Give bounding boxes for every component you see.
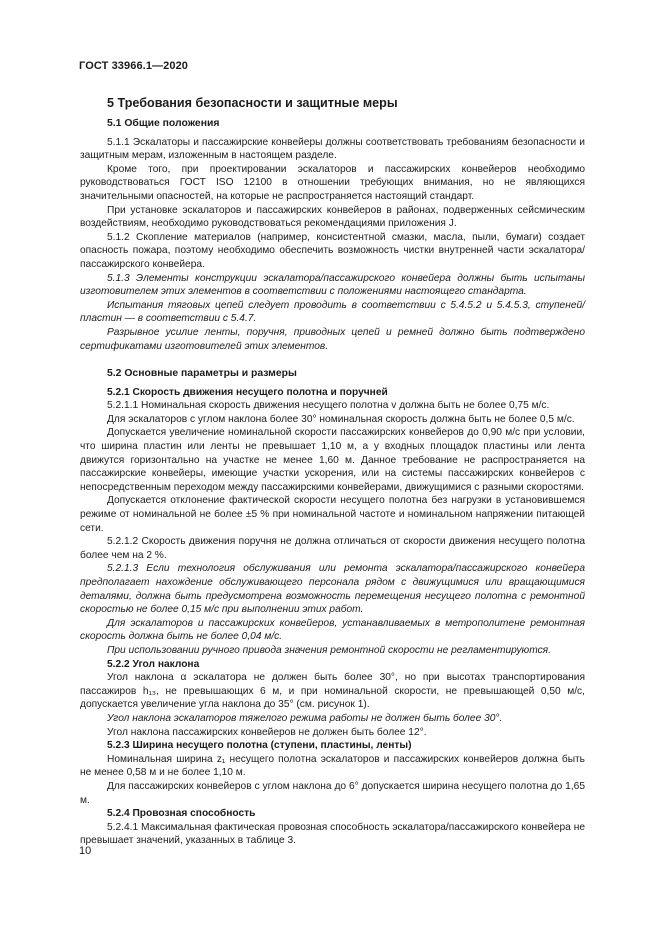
paragraph: 5.1.2 Скопление материалов (например, консистентной смазки, масла, пыли, бумаги) создает опасность пожара, поэтому необходимо обеспечить возможность чистки внутренней части эскалатора/пассажирского конвейера. (80, 231, 585, 270)
paragraph: 5.2.4.1 Максимальная фактическая провозная способность эскалатора/пассажирского конвейера не превышает значений, указанных в таблице 3. (80, 821, 585, 847)
paragraph: Для эскалаторов с углом наклона более 30° номинальная скорость должна быть не более 0,5 м/с. (107, 413, 575, 425)
paragraph: 5.2.1.1 Номинальная скорость движения несущего полотна v должна быть не более 0,75 м/с. (107, 400, 550, 412)
italic-paragraph: Испытания тяговых цепей следует проводить в соответствии с 5.4.5.2 и 5.4.5.3, ступеней/пластин — в соответствии с 5.4.7. (80, 299, 585, 325)
clause-heading: 5.2.2 Угол наклона (107, 658, 200, 670)
paragraph: 5.2.1.2 Скорость движения поручня не должна отличаться от скорости движения несущего полотна более чем на 2 %. (80, 536, 585, 561)
clause-heading: 5.2.4 Провозная способность (107, 808, 256, 820)
italic-paragraph: 5.1.3 Элементы конструкции эскалатора/пассажирского конвейера должны быть испытаны изготовителем этих элементов в соответствии с положениями настоящего стандарта. (80, 272, 585, 298)
paragraph: Для пассажирских конвейеров с углом наклона до 6° допускается ширина несущего полотна до 1,65 м. (80, 780, 585, 806)
paragraph: 5.1.1 Эскалаторы и пассажирские конвейеры должны соответствовать требованиям безопасности и защитным мерам, изложенным в настоящем разделе. (80, 136, 585, 162)
section-heading: 5 Требования безопасности и защитные меры (107, 96, 398, 110)
document-header: ГОСТ 33966.1—2020 (79, 60, 189, 72)
subsection-heading: 5.1 Общие положения (107, 118, 220, 129)
paragraph: При установке эскалаторов и пассажирских конвейеров в районах, подверженных сейсмическим воздействиям, необходимо руководствоваться рекомендациями приложения J. (80, 204, 585, 230)
italic-paragraph: 5.2.1.3 Если технология обслуживания или ремонта эскалатора/пассажирского конвейера предполагает нахождение обслуживающего персонала рядом с движущимися или вращающимися деталями, должна быть предусмотрена возможность перемещения несущего полотна с ремонтной скоростью не более 0,15 м/с при выполнении этих работ. (80, 563, 585, 616)
page-number: 10 (79, 845, 92, 857)
italic-paragraph: Разрывное усилие ленты, поручня, приводных цепей и ремней должно быть подтверждено сертификатами изготовителей этих элементов. (80, 326, 585, 352)
italic-paragraph: При использовании ручного привода значения ремонтной скорости не регламентируются. (107, 644, 551, 656)
paragraph: Допускается увеличение номинальной скорости пассажирских конвейеров до 0,90 м/с при условии, что ширина пластин или ленты не превышает 1,10 м, а у входных площадок пластины или лента движутся горизонтально на участке не менее 1,60 м. Данное требование не распространяется на пассажирские конвейеры, имеющие участки ускорения, или на системы пассажирских конвейеров с непосредственным переходом между пассажирскими конвейерами, движущимися с разными скоростями. (80, 427, 585, 493)
paragraph: Угол наклона α эскалатора не должен быть более 30°, но при высотах транспортирования пассажиров h₁₃, не превышающих 6 м, и при номинальной скорости, не превышающей 0,50 м/с, допускается увеличение угла наклона до 35° (см. рисунок 1). (80, 672, 585, 711)
clause-heading: 5.2.3 Ширина несущего полотна (ступени, пластины, ленты) (107, 740, 412, 752)
paragraph: Угол наклона пассажирских конвейеров не должен быть более 12°. (107, 726, 427, 738)
italic-paragraph: Угол наклона эскалаторов тяжелого режима работы не должен быть более 30°. (107, 712, 503, 724)
italic-paragraph: Для эскалаторов и пассажирских конвейеров, устанавливаемых в метрополитене ремонтная скорость должна быть не более 0,04 м/с. (80, 617, 585, 643)
paragraph: Допускается отклонение фактической скорости несущего полотна без нагрузки в установившемся режиме от номинальной не более ±5 % при номинальной частоте и номинальном напряжении питающей сети. (80, 495, 585, 534)
paragraph: Номинальная ширина z₁ несущего полотна эскалаторов и пассажирских конвейеров должна быть не менее 0,58 м и не более 1,10 м. (80, 753, 585, 779)
subsection-heading: 5.2 Основные параметры и размеры (107, 368, 297, 380)
paragraph: Кроме того, при проектировании эскалаторов и пассажирских конвейеров необходимо руководствоваться ГОСТ ISO 12100 в отношении требующих внимания, но не являющихся значительными опасностей, на которые не распространяется настоящий стандарт. (80, 163, 585, 202)
clause-heading: 5.2.1 Скорость движения несущего полотна и поручней (107, 386, 388, 398)
section-gap (80, 353, 585, 361)
document-body (80, 95, 585, 848)
